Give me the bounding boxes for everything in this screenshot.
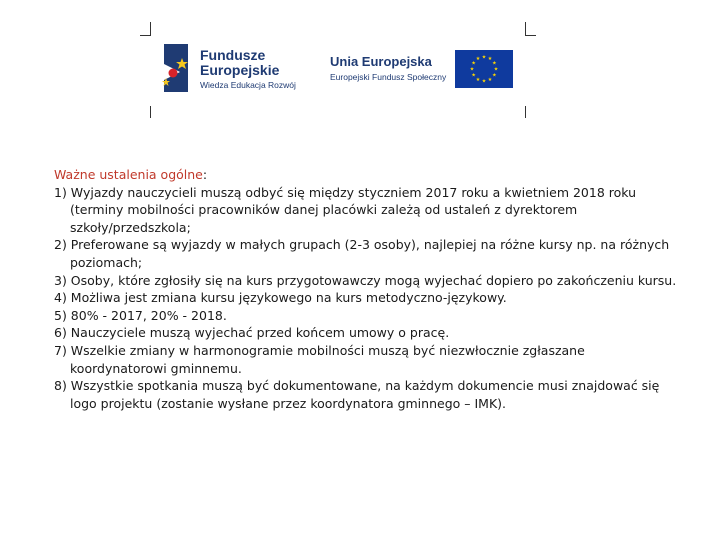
heading-text: Ważne ustalenia ogólne [54,167,203,182]
eu-star-icon: ★ [475,56,481,63]
crop-mark-bottom-left-v [150,106,151,118]
eu-star-icon: ★ [492,60,497,67]
eu-star-icon: ★ [492,72,497,79]
unia-europejska-wordmark [330,54,446,82]
eu-star-icon: ★ [481,78,487,85]
logo-bar [150,38,526,102]
fe-line-1: Fundusze [200,47,266,63]
list-item: 6) Nauczyciele muszą wyjechać przed końcem umowy o pracę. [54,325,450,341]
list-item: 3) Osoby, które zgłosiły się na kurs przygotowawczy mogą wyjechać dopiero po zakończeniu kursu. [54,272,677,288]
list-item: 4) Możliwa jest zmiana kursu językowego na kurs metodyczno-językowy. [54,290,507,306]
announcement-body [54,166,684,412]
eu-star-icon: ★ [475,76,481,83]
ue-subtitle: Europejski Fundusz Społeczny [330,72,447,82]
eu-star-icon: ★ [481,54,487,61]
eu-star-icon: ★ [471,60,476,67]
fe-tagline: Wiedza Edukacja Rozwój [200,80,296,90]
crop-mark-bottom-right-v [525,106,526,118]
fundusze-europejskie-wordmark [200,48,296,90]
eu-star-icon: ★ [493,66,499,73]
crop-mark-top-right-v [525,22,526,36]
eu-star-icon: ★ [471,72,476,79]
list-item: 5) 80% - 2017, 20% - 2018. [54,307,227,323]
eu-flag-icon [455,50,513,88]
list-item: 8) Wszystkie spotkania muszą być dokumentowane, na każdym dokumencie musi znajdować się logo projektu (zostanie wysłane przez koordynatora gminnego – IMK). [54,378,660,411]
fundusze-europejskie-logo-icon [158,42,194,94]
eu-star-icon: ★ [487,56,493,63]
eu-star-icon: ★ [469,66,475,73]
list-item: 2) Preferowane są wyjazdy w małych grupach (2-3 osoby), najlepiej na różne kursy np. na różnych poziomach; [54,237,670,270]
list-item: 7) Wszelkie zmiany w harmonogramie mobilności muszą być niezwłocznie zgłaszane koordynatorowi gminnemu. [54,342,585,376]
announcement-heading [54,166,684,184]
crop-mark-top-left-h [140,35,150,36]
eu-star-icon: ★ [487,76,493,83]
fe-line-2: Europejskie [200,62,280,78]
list-item: 1) Wyjazdy nauczycieli muszą odbyć się między styczniem 2017 roku a kwietniem 2018 roku (terminy mobilności pracowników danej placówki zależą od ustaleń z dyrektorem szkoły/przedszkola; [54,184,637,235]
ue-title: Unia Europejska [330,54,432,69]
heading-colon: : [202,167,208,182]
crop-mark-top-right-h [526,35,536,36]
crop-mark-top-left-v [150,22,151,36]
